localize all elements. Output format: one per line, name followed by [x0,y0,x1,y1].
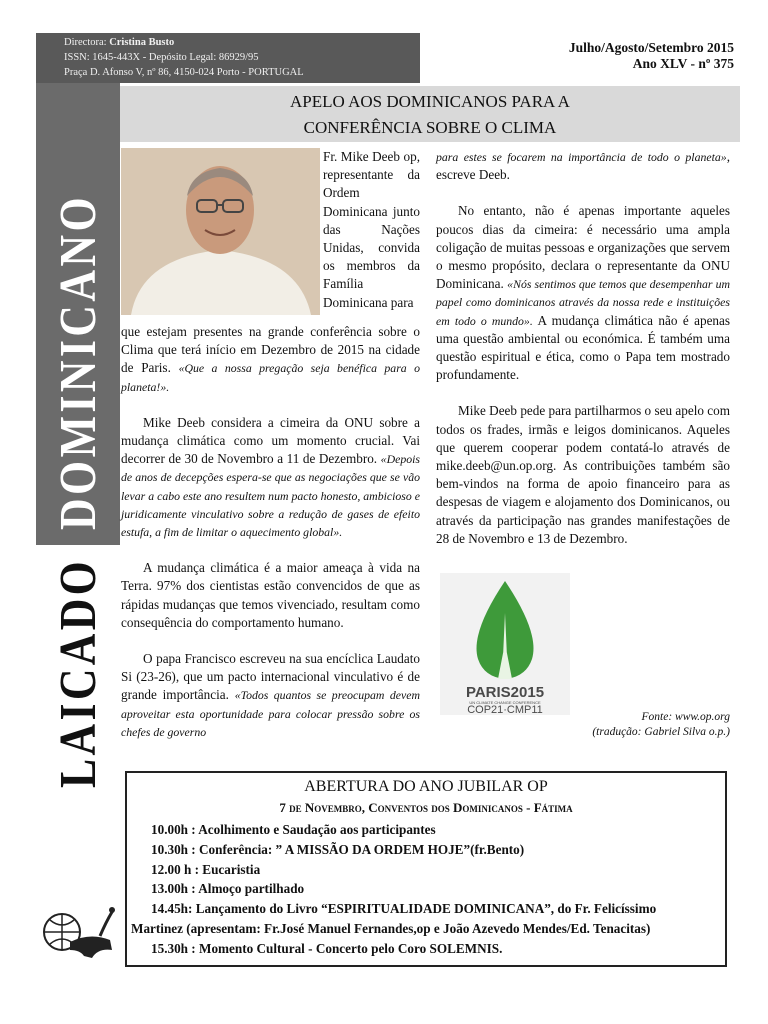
cop-code-label: COP21·CMP11 [467,704,543,715]
paragraph-5-quote: para estes se focarem na importância de todo o planeta» [436,150,727,164]
paragraph-5 [436,148,730,184]
paragraph-1-text: que estejam presentes na grande conferência sobre o Clima que terá início em Dezembro de 2015 na cidade de Paris. [121,324,420,376]
article-intro-wrap: Fr. Mike Deeb op, representante da Ordem Dominicana junto das Nações Unidas, convida os membros da Família Dominicana para [323,149,420,310]
paragraph-2-text: Mike Deeb considera a cimeira da ONU sobre a mudança climática como um momento crucial. Vai decorrer de 30 de Novembro a 11 de Dezembro. [121,414,420,467]
program-item: 10.00h : Acolhimento e Saudação aos participantes [151,822,436,837]
paragraph-4 [121,650,420,741]
source-credit: Fonte: www.op.org [641,711,730,723]
issn-line: ISSN: 1645-443X - Depósito Legal: 86929/95 [64,52,259,63]
program-item: 10.30h : Conferência: ” A MISSÃO DA ORDEM HOJE”(fr.Bento) [151,841,525,857]
address-line: Praça D. Afonso V, nº 86, 4150-024 Porto - PORTUGAL [64,67,304,78]
director-name: Cristina Busto [109,37,175,48]
paragraph-6-text: No entanto, não é apenas importante aqueles poucos dias da cimeira: é necessário uma ampla coligação de muitas pessoas e organizações que servem o mesmo propósito, declara o representante da ONU Dominicana. [436,203,730,292]
portrait-photo [121,148,320,315]
portrait-illustration [121,148,320,315]
program-item: 15.30h : Momento Cultural - Concerto pelo Coro SOLEMNIS. [151,940,503,956]
article-left-column [121,323,420,741]
issue-info [569,40,734,72]
program-item: 14.45h: Lançamento do Livro “ESPIRITUALIDADE DOMINICANA”, do Fr. Felicíssimo [151,901,657,917]
jubilee-program-list [127,820,725,959]
paragraph-1-quote: «Que a nossa pregação seja benéfica para o planeta!». [121,361,420,394]
paragraph-6-text-b: A mudança climática não é apenas uma questão ambiental ou económica. É também uma questão espiritual e ética, como o Papa tem mostrado profundamente. [436,312,731,383]
paragraph-6 [436,202,730,384]
article-title-line-1: APELO AOS DOMINICANOS PARA A [290,92,570,111]
masthead-word-laicado: LAICADO [50,514,107,788]
article-title [120,86,740,142]
translation-credit: (tradução: Gabriel Silva o.p.) [592,726,730,738]
jubilee-program-box [125,771,727,967]
paragraph-6-quote: «Nós sentimos que temos que desempenhar um papel como dominicanos através da nossa rede e instituições em todo o mundo». [436,277,731,328]
jubilee-subtitle: 7 de Novembro, Conventos dos Dominicanos - Fátima [279,800,573,815]
issue-number: Ano XLV - nº 375 [632,56,734,71]
publication-info [36,33,420,83]
paragraph-4-quote: «Todos quantos se preocupam devem aproveitar esta oportunidade para colocar pressão sobre os chefes de governo [121,688,420,739]
article-title-line-2: CONFERÊNCIA SOBRE O CLIMA [303,118,557,137]
cop-paris-label: PARIS2015 [465,684,545,701]
masthead [42,194,110,794]
issue-date: Julho/Agosto/Setembro 2015 [568,40,734,55]
paragraph-3: A mudança climática é a maior ameaça à vida na Terra. 97% dos cientistas estão convencidos de que as rápidas mudanças que temos vivenciado, resultam como consequência do comportamento humano. [121,560,420,630]
masthead-vertical-text [42,194,110,794]
dominican-emblem-icon [40,902,116,966]
director-line [64,35,420,50]
cop-small-label: UN CLIMATE CHANGE CONFERENCE [469,700,541,705]
paragraph-4-text: O papa Francisco escreveu na sua encíclica Laudato Si (23-26), que um pacto internacional vinculativo é de grande importância. [121,651,420,703]
paragraph-1 [121,323,420,396]
program-item: 13.00h : Almoço partilhado [151,881,305,897]
director-prefix: Directora: [64,37,107,48]
article-credits [592,710,730,740]
program-item: 12.00 h : Eucaristia [151,861,261,877]
cop21-logo-graphic [440,573,570,715]
paragraph-2 [121,414,420,541]
masthead-word-dominicano: DOMINICANO [50,194,107,530]
article-right-column [436,148,730,566]
program-item-continuation: Martinez (apresentam: Fr.José Manuel Fernandes,op e João Azevedo Mendes/Ed. Tenacitas) [131,920,651,936]
paragraph-7: Mike Deeb pede para partilharmos o seu apelo com todos os frades, irmãs e leigos dominicanos. Aqueles que querem cooperar podem contatá-lo através de mike.deeb@un.op.org. As contribuições também são bem-vindos na forma de apoio financeiro para as despesas de viagem e alojamento dos Dominicanos, ou através da participação nas grandes manifestações de 28 de Novembro e 13 de Dezembro. [436,403,730,546]
cop21-logo [440,573,570,715]
paragraph-5-text: , escreve Deeb. [436,149,730,183]
paragraph-2-quote: «Depois de anos de decepções espera-se que as negociações que se vão levar a cabo este ano resultem num pacto honesto, ambicioso e juridicamente vinculativo sobre a redução de gases de efeito estufa, a fim de limitar o aquecimento global». [121,452,420,540]
jubilee-title: ABERTURA DO ANO JUBILAR OP [304,778,548,795]
